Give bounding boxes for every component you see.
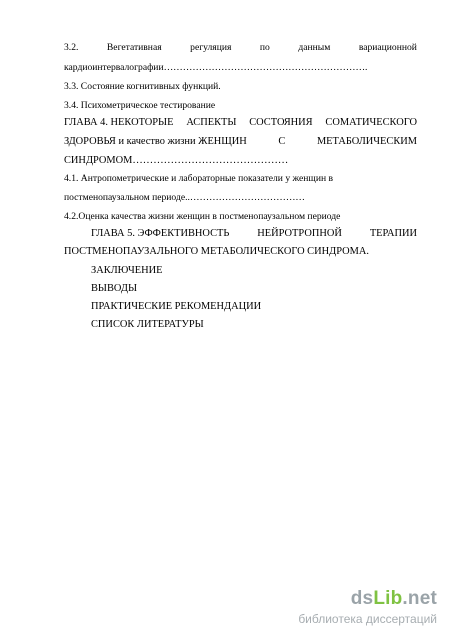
- toc-conclusion: ЗАКЛЮЧЕНИЕ: [91, 265, 163, 276]
- chapter-word: СОМАТИЧЕСКОГО: [325, 117, 417, 128]
- chapter-word: ЗДОРОВЬЯ и качество жизни ЖЕНЩИН: [64, 136, 247, 147]
- toc-chapter-4: [64, 118, 417, 128]
- chapter-word: АСПЕКТЫ: [186, 117, 237, 128]
- toc-line-3-2: [64, 43, 417, 53]
- toc-chapter-5-cont: ПОСТМЕНОПАУЗАЛЬНОГО МЕТАБОЛИЧЕСКОГО СИНДРОМА.: [64, 246, 369, 257]
- chapter-word: ТЕРАПИИ: [369, 228, 417, 239]
- toc-chapter-5: [91, 229, 417, 239]
- toc-word: по: [259, 42, 270, 53]
- chapter-word: ГЛАВА 4. НЕКОТОРЫЕ: [64, 117, 174, 128]
- chapter-word: ГЛАВА 5. ЭФФЕКТИВНОСТЬ: [91, 228, 230, 239]
- chapter-word: СОСТОЯНИЯ: [249, 117, 313, 128]
- toc-line-4-1-cont: постменопаузальном периоде..………………………………: [64, 192, 306, 203]
- toc-chapter-4-end: СИНДРОМОМ………………………………………: [64, 155, 289, 166]
- watermark-brand: dsLib.net: [350, 588, 437, 609]
- chapter-word: НЕЙРОТРОПНОЙ: [257, 228, 342, 239]
- watermark-tagline: библиотека диссертаций: [298, 612, 437, 626]
- toc-chapter-4-cont: [64, 137, 417, 147]
- toc-line-4-2: 4.2.Оценка качества жизни женщин в постменопаузальном периоде: [64, 211, 341, 222]
- toc-line-3-4: 3.4. Психометрическое тестирование: [64, 100, 216, 111]
- toc-findings: ВЫВОДЫ: [91, 283, 138, 294]
- toc-word: данным: [298, 42, 331, 53]
- toc-line-3-3: 3.3. Состояние когнитивных функций.: [64, 81, 221, 92]
- chapter-word: С: [278, 136, 286, 147]
- chapter-word: МЕТАБОЛИЧЕСКИМ: [316, 136, 417, 147]
- toc-word: Вегетативная: [106, 42, 162, 53]
- toc-number: 3.2.: [64, 42, 79, 53]
- toc-recommendations: ПРАКТИЧЕСКИЕ РЕКОМЕНДАЦИИ: [91, 301, 262, 312]
- dslib-watermark-logo: [283, 588, 443, 630]
- toc-word: регуляция: [190, 42, 232, 53]
- toc-references: СПИСОК ЛИТЕРАТУРЫ: [91, 319, 204, 330]
- toc-word: вариационной: [358, 42, 417, 53]
- toc-line-4-1: 4.1. Антропометрические и лабораторные показатели у женщин в: [64, 173, 334, 184]
- toc-line-3-2-cont: кардиоинтервалографии……………………………………………………….: [64, 62, 368, 73]
